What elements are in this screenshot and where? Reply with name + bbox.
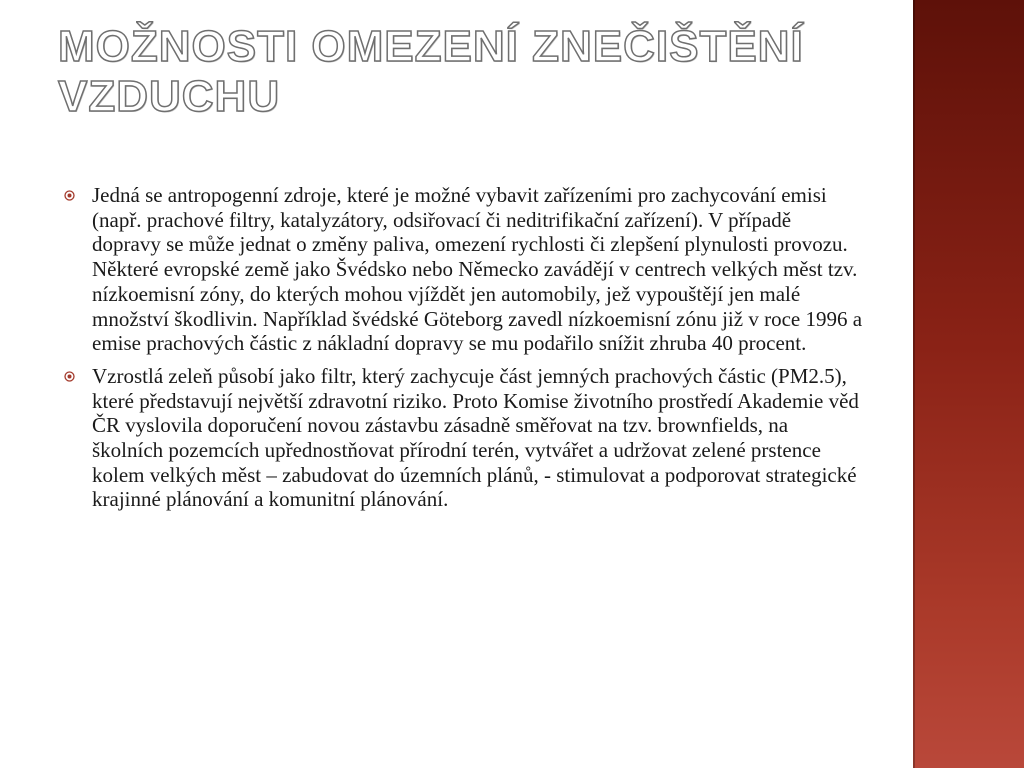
bullet-item-greenery [64, 364, 864, 512]
decorative-side-band [913, 0, 1024, 768]
bullet-text-low-emission: Jedná se antropogenní zdroje, které je možné vybavit zařízeními pro zachycování emisi (např. prachové filtry, katalyzátory, odsiřovací či neditrifikační zařízení). V případě dopravy se může jednat o změny paliva, omezení rychlosti či zlepšení plynulosti provozu. Některé evropské země jako Švédsko nebo Německo zavádějí v centrech velkých měst tzv. nízkoemisní zóny, do kterých mohou vjíždět jen automobily, jež vypouštějí jen malé množství škodlivin. Například švédské Göteborg zavedl nízkoemisní zónu již v roce 1996 a emise prachových částic z nákladní dopravy se mu podařilo snížit zhruba 40 procent. [92, 183, 863, 356]
bullet-circle-icon [64, 371, 75, 382]
bullet-item-low-emission [64, 183, 864, 356]
slide-title [58, 22, 888, 122]
bullet-text-greenery: Vzrostlá zeleň působí jako filtr, který zachycuje část jemných prachových částic (PM2.5), které představují největší zdravotní riziko. Proto Komise životního prostředí Akademie věd ČR vyslovila doporučení novou zástavbu zásadně směřovat na tzv. brownfields, na školních pozemcích upřednostňovat přírodní terén, vytvářet a udržovat zelené prstence kolem velkých měst – zabudovat do územních plánů, - stimulovat a podporovat strategické krajinné plánování a komunitní plánování. [92, 363, 859, 512]
slide-title-line-2: VZDUCHU [58, 72, 281, 121]
bullet-circle-icon [64, 190, 75, 201]
bullet-list [64, 183, 864, 520]
slide-title-line-1: MOŽNOSTI OMEZENÍ ZNEČIŠTĚNÍ [58, 22, 804, 71]
